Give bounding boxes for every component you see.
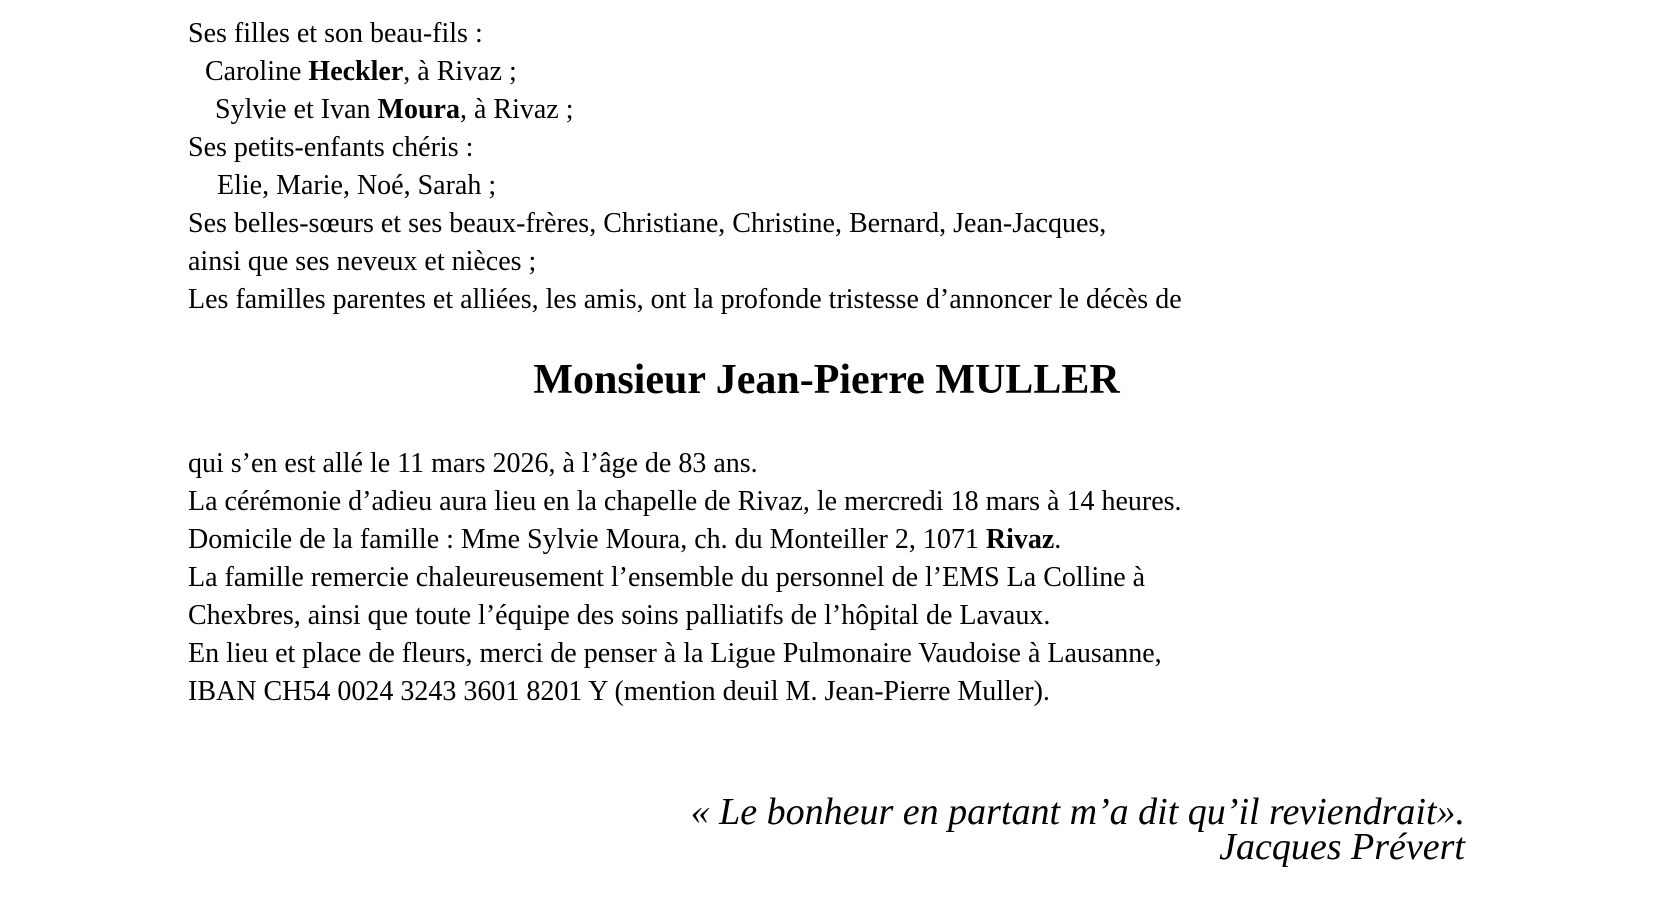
family-line-5: Elie, Marie, Noé, Sarah ; — [217, 170, 497, 201]
detail-line-2: La cérémonie d’adieu aura lieu en la chapelle de Rivaz, le mercredi 18 mars à 14 heures. — [188, 486, 1182, 517]
family-line-6: Ses belles-sœurs et ses beaux-frères, Christiane, Christine, Bernard, Jean-Jacques, — [188, 208, 1107, 239]
text-segment: , à Rivaz ; — [459, 94, 574, 125]
text-segment: . — [1054, 524, 1062, 555]
detail-line-4: La famille remercie chaleureusement l’ensemble du personnel de l’EMS La Colline à — [188, 562, 1146, 593]
text-segment: , à Rivaz ; — [403, 56, 517, 87]
family-line-1: Ses filles et son beau-fils : — [188, 18, 483, 49]
family-block — [188, 15, 1465, 319]
deceased-name-title: Monsieur Jean-Pierre MULLER — [533, 357, 1120, 403]
text-segment: Domicile de la famille : Mme Sylvie Moura, ch. du Monteiller 2, 1071 — [188, 524, 986, 555]
family-line-3 — [188, 91, 1465, 129]
text-segment: Sylvie et Ivan — [215, 94, 378, 125]
quote-text: « Le bonheur en partant m’a dit qu’il reviendrait». — [690, 791, 1465, 833]
family-line-7: ainsi que ses neveux et nièces ; — [188, 246, 537, 277]
detail-line-3 — [188, 521, 1465, 559]
detail-line-7: IBAN CH54 0024 3243 3601 8201 Y (mention deuil M. Jean-Pierre Muller). — [188, 676, 1050, 707]
text-segment-bold: Rivaz — [985, 524, 1055, 555]
family-line-4: Ses petits-enfants chéris : — [188, 132, 474, 163]
family-line-8: Les familles parentes et alliées, les amis, ont la profonde tristesse d’annoncer le décès de — [188, 284, 1182, 315]
detail-line-5: Chexbres, ainsi que toute l’équipe des soins palliatifs de l’hôpital de Lavaux. — [188, 600, 1051, 631]
text-segment: Caroline — [205, 56, 309, 87]
detail-line-1: qui s’en est allé le 11 mars 2026, à l’âge de 83 ans. — [188, 448, 758, 479]
family-line-2 — [188, 53, 1465, 91]
text-segment-bold: Moura — [377, 94, 460, 125]
quote-block — [188, 791, 1465, 868]
quote-attribution: Jacques Prévert — [1219, 826, 1465, 868]
detail-line-6: En lieu et place de fleurs, merci de penser à la Ligue Pulmonaire Vaudoise à Lausanne, — [188, 638, 1162, 669]
text-segment-bold: Heckler — [308, 56, 404, 87]
details-block — [188, 445, 1465, 711]
